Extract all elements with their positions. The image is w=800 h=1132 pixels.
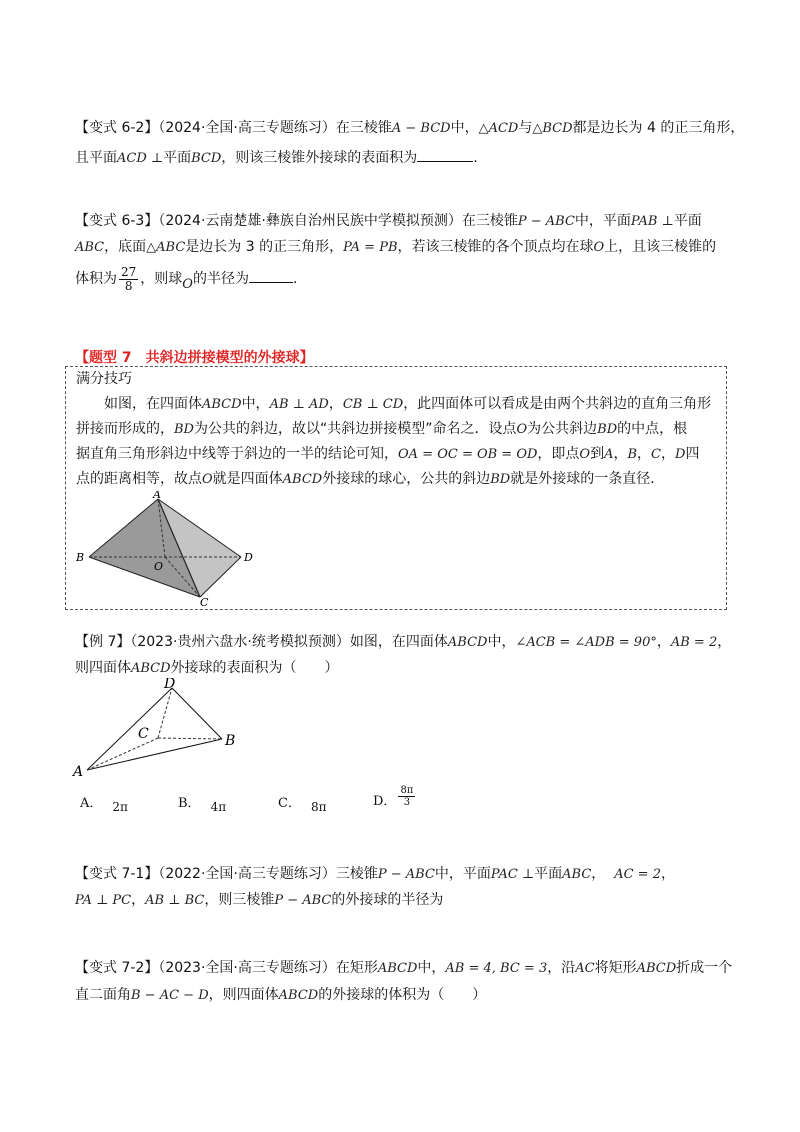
variant-7-1-line-2 [75,890,443,911]
fraction-denominator: 3 [403,797,411,808]
text: ，则三棱锥 [204,892,275,908]
text: 平面 [163,150,192,166]
math: AC = 2 [614,867,661,882]
math: BD [597,422,618,437]
math: ACD ⊥ [117,151,164,166]
option-key: B． [178,796,201,811]
text: ，若该三棱锥的各个顶点均在球 [397,239,594,255]
label-C: C [200,596,209,606]
label-O: O [154,560,164,573]
fraction [119,266,138,293]
text: ， [591,866,606,882]
math: P − ABC [377,867,435,882]
math: O [593,240,605,255]
tip-box [65,366,727,610]
variant-6-3-line-3 [75,263,297,296]
text: ， [613,446,628,462]
variant-7-2-prefix: 【变式 7-2】（2023·全国·高三专题练习）在矩形 [75,960,378,976]
fraction-denominator: 8 [124,278,133,293]
math: P − ABC [517,214,575,229]
text: ，底面 [104,239,147,255]
variant-7-2-line-1 [75,958,732,979]
answer-blank [249,268,293,283]
math: △ABC [146,240,186,255]
label-B: B [76,551,85,564]
text: 将矩形 [594,960,637,976]
option-value: 2π [112,800,128,814]
math: AB ⊥ BC [145,893,205,908]
example-7-prefix: 【例 7】（2023·贵州六盘水·统考模拟预测）如图，在四面体 [75,634,448,650]
label-B: B [225,733,236,749]
text: 外接球的球心，公共的斜边 [322,471,491,487]
text: ，则该三棱锥外接球的表面积为 [221,150,418,166]
text: 四 [685,446,700,462]
text: 体积为 [75,271,117,287]
text: 中，平面 [574,213,631,229]
tip-line-3 [76,444,699,465]
math: PAB ⊥ [630,214,674,229]
math: AB = 4, BC = 3 [445,961,548,976]
text: 为公共的斜边，故以“共斜边拼接模型”命名之．设点 [193,421,517,437]
math: A − BCD [391,121,451,136]
math: PA = PB [343,240,398,255]
text: 的外接球的体积为（ ） [318,987,487,1003]
text: ， [637,446,652,462]
text: 就是四面体 [212,471,283,487]
option-d[interactable] [373,785,417,808]
math: B [627,447,638,462]
section-title: 【题型 7 共斜边拼接模型的外接球】 [75,350,314,366]
math: C [651,447,661,462]
math: AB ⊥ AD [269,397,329,412]
text: 外接球的表面积为（ ） [170,660,339,676]
edge-CB [158,738,222,739]
text: 直二面角 [75,987,131,1003]
example-7-line-1 [75,632,731,653]
option-value: 8π [310,800,327,814]
math: ABCD [278,988,319,1003]
fraction-numerator: 8π [400,785,414,796]
text: 折成一个 [676,960,733,976]
text: 的半径为 [192,271,249,287]
text: 到 [590,446,605,462]
text: 是边长为 3 的正三角形， [185,239,344,255]
text: 如图，在四面体 [76,396,202,412]
math: D [675,447,686,462]
text: 的外接球的半径为 [331,892,444,908]
text: ， [661,446,675,462]
text: 据直角三角形斜边中线等于斜边的一半的结论可知， [76,446,398,462]
math: B − AC − D [131,988,209,1003]
label-A: A [153,491,161,501]
option-a[interactable] [80,792,128,814]
fraction-numerator: 27 [121,264,137,279]
math: ABCD [282,472,323,487]
math: A [604,447,614,462]
math: BCD [191,151,222,166]
option-b[interactable] [178,792,227,814]
label-A: A [73,764,84,778]
math: ABCD [131,661,171,676]
text: 中，平面 [434,866,491,882]
text: 与 [518,120,533,136]
text: ，即点 [537,446,580,462]
math: ABCD [202,397,242,412]
math: ABCD [377,961,418,976]
tip-line-2 [76,419,687,440]
variant-6-3-line-2 [75,237,716,258]
math: BD [490,472,511,487]
example-7-line-2 [75,658,339,679]
math: ABCD [636,961,677,976]
text: ，此四面体可以看成是由两个共斜边的直角三角形 [403,396,712,412]
variant-7-1-line-1 [75,864,675,885]
edge-CD [158,688,172,738]
text: 中， [487,634,516,650]
text: 的中点，根 [617,421,688,437]
variant-7-1-prefix: 【变式 7-1】（2022·全国·高三专题练习）三棱锥 [75,866,378,882]
label-D: D [164,678,176,692]
math: ABC [75,240,105,255]
math: PAC ⊥ [490,867,535,882]
fraction [398,785,415,808]
math: O [516,422,528,437]
option-key: C． [278,796,301,811]
text: ， [660,866,675,882]
edge-AD [87,688,172,770]
label-D: D [244,551,253,564]
text: . [292,271,298,287]
text: ，则四面体 [208,987,279,1003]
text: ， [328,396,343,412]
text: ， [717,634,732,650]
math: O [182,277,193,292]
edge-AB [87,739,222,770]
math: P − ABC [274,893,332,908]
text: 中， [450,120,479,136]
text: 点的距离相等，故点 [76,471,202,487]
text: 平面 [673,213,702,229]
math: O [202,472,213,487]
tetrahedron-figure [76,491,256,606]
text: ，沿 [547,960,576,976]
math: O [579,447,591,462]
math: △BCD [532,121,573,136]
math: ∠ACB = ∠ADB = 90° [515,635,657,650]
text: 则四面体 [75,660,131,676]
math: ABC [562,867,592,882]
text: 中， [241,396,270,412]
math: ABCD [447,635,488,650]
text: 就是外接球的一条直径． [510,471,665,487]
text: 都是边长为 4 的正三角形， [572,120,745,136]
tip-line-4 [76,469,664,490]
text: 拼接而形成的， [76,421,174,437]
edge-DB [172,688,222,739]
answer-blank [417,147,473,162]
example-7-figure [70,678,245,778]
option-c[interactable] [278,792,327,814]
text: 中， [417,960,446,976]
math: AC [575,961,595,976]
variant-6-3-prefix: 【变式 6-3】（2024·云南楚雄·彝族自治州民族中学模拟预测）在三棱锥 [75,213,518,229]
math: OA = OC = OB = OD [398,447,538,462]
edge-AC [87,738,158,770]
math: AB = 2 [670,635,718,650]
variant-7-2-line-2 [75,985,486,1006]
label-C: C [138,726,149,742]
variant-6-2-line-2 [75,147,478,169]
option-value: 4π [210,800,227,814]
text: 平面 [534,866,563,882]
text: 上，且该三棱锥的 [604,239,717,255]
text: ， [656,634,671,650]
text: . [473,150,478,166]
option-key: A． [80,796,103,811]
tip-line-1 [76,394,711,415]
variant-6-2-line-1 [75,118,744,139]
text: ， [131,892,146,908]
math: BD [174,422,194,437]
text: 且平面 [75,150,117,166]
variant-6-3-line-1 [75,211,702,232]
variant-6-2-prefix: 【变式 6-2】（2024·全国·高三专题练习）在三棱锥 [75,120,392,136]
text: ，则球 [140,271,183,287]
math: PA ⊥ PC [75,893,132,908]
math: △ACD [478,121,519,136]
math: CB ⊥ CD [342,397,404,412]
tip-label: 满分技巧 [76,371,132,387]
option-key: D． [373,794,397,809]
text: 为公共斜边 [527,421,598,437]
